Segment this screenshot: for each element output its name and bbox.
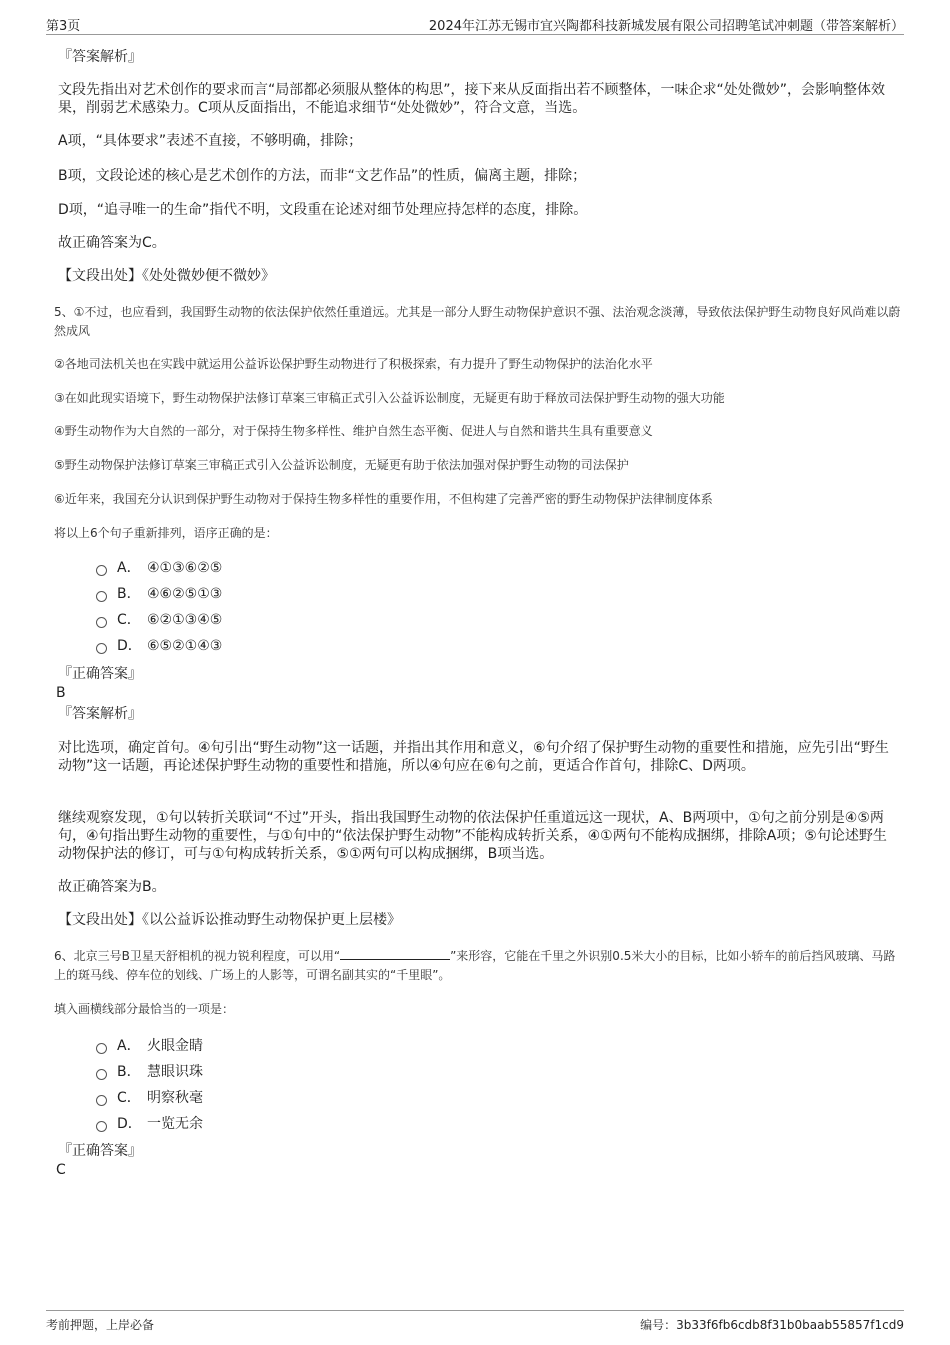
page-header bbox=[46, 14, 904, 35]
question-5-option-b[interactable] bbox=[96, 584, 222, 604]
option-label: D． bbox=[117, 1116, 142, 1132]
analysis-conclusion: 故正确答案为B。 bbox=[58, 879, 166, 895]
radio-icon[interactable] bbox=[96, 565, 107, 576]
option-text: 慧眼识珠 bbox=[147, 1064, 203, 1080]
source-citation: 【文段出处】《以公益诉讼推动野生动物保护更上层楼》 bbox=[58, 912, 401, 928]
question-6-prompt: 填入画横线部分最恰当的一项是： bbox=[54, 1002, 235, 1016]
question-5-sentence-1: 5、①不过，也应看到，我国野生动物的依法保护依然任重道远。尤其是一部分人野生动物保护意识不强、法治观念淡薄，导致依法保护野生动物良好风尚难以蔚然成风 bbox=[54, 305, 901, 338]
correct-answer: C bbox=[56, 1162, 66, 1178]
question-5-prompt: 将以上6个句子重新排列，语序正确的是： bbox=[54, 526, 278, 540]
analysis-heading: 『答案解析』 bbox=[58, 49, 142, 65]
option-text: 明察秋毫 bbox=[147, 1090, 203, 1106]
analysis-option-b: B项，文段论述的核心是艺术创作的方法，而非“文艺作品”的性质，偏离主题，排除； bbox=[58, 168, 587, 184]
question-5-option-a[interactable] bbox=[96, 558, 222, 578]
source-citation: 【文段出处】《处处微妙便不微妙》 bbox=[58, 268, 275, 284]
question-5-sentence-5: ⑤野生动物保护法修订草案三审稿正式引入公益诉讼制度，无疑更有助于依法加强对保护野生动物的司法保护 bbox=[54, 458, 629, 472]
option-text: ⑥②①③④⑤ bbox=[147, 612, 223, 628]
fill-blank bbox=[340, 947, 450, 960]
option-label: C． bbox=[117, 1090, 141, 1106]
question-6-stem bbox=[54, 947, 904, 985]
radio-icon[interactable] bbox=[96, 1069, 107, 1080]
question-6-option-d[interactable] bbox=[96, 1114, 203, 1134]
document-title: 2024年江苏无锡市宜兴陶都科技新城发展有限公司招聘笔试冲刺题（带答案解析） bbox=[428, 19, 904, 34]
question-5-option-d[interactable] bbox=[96, 636, 222, 656]
question-6-option-c[interactable] bbox=[96, 1088, 203, 1108]
analysis-paragraph: 文段先指出对艺术创作的要求而言“局部都必须服从整体的构思”，接下来从反面指出若不顾整体，一味企求“处处微妙”，会影响整体效果，削弱艺术感染力。C项从反面指出，不能追求细节“处处微妙”，符合文意，当选。 bbox=[58, 82, 886, 116]
question-6-option-a[interactable] bbox=[96, 1036, 203, 1056]
stem-after-blank: ”来形容，它能在千里之外识别0.5米大小的目标，比如小轿车的前后挡风玻璃、马路上的斑马线、停车位的划线、广场上的人影等，可谓名副其实的“千里眼”。 bbox=[54, 949, 896, 982]
question-6-option-b[interactable] bbox=[96, 1062, 203, 1082]
option-text: ④⑥②⑤①③ bbox=[147, 586, 223, 602]
question-5-sentence-2: ②各地司法机关也在实践中就运用公益诉讼保护野生动物进行了积极探索，有力提升了野生动物保护的法治化水平 bbox=[54, 357, 653, 371]
radio-icon[interactable] bbox=[96, 1095, 107, 1106]
analysis-option-a: A项，“具体要求”表述不直接，不够明确，排除； bbox=[58, 133, 363, 149]
option-text: ⑥⑤②①④③ bbox=[147, 638, 223, 654]
analysis-paragraph-2: 继续观察发现，①句以转折关联词“不过”开头，指出我国野生动物的依法保护任重道远这一现状，A、B两项中，①句之前分别是④⑤两句，④句指出野生动物的重要性，与①句中的“依法保护野生动物”不能构成转折关系，④①两句不能构成捆绑，排除A项；⑤句论述野生动物保护法的修订，可与①句构成转折关系，⑤①两句可以构成捆绑，B项当选。 bbox=[58, 810, 887, 862]
correct-answer: B bbox=[56, 685, 66, 701]
question-5-option-c[interactable] bbox=[96, 610, 222, 630]
option-label: B． bbox=[117, 586, 141, 602]
page-footer bbox=[46, 1310, 904, 1333]
option-label: A． bbox=[117, 1038, 141, 1054]
question-5-sentence-3: ③在如此现实语境下，野生动物保护法修订草案三审稿正式引入公益诉讼制度，无疑更有助于释放司法保护野生动物的强大功能 bbox=[54, 391, 725, 405]
document-serial: 编号：3b33f6fb6cdb8f31b0baab55857f1cd9 bbox=[640, 1318, 904, 1332]
radio-icon[interactable] bbox=[96, 1043, 107, 1054]
radio-icon[interactable] bbox=[96, 643, 107, 654]
stem-before-blank: 6、北京三号B卫星天舒相机的视力锐利程度，可以用“ bbox=[54, 949, 341, 963]
option-text: 火眼金睛 bbox=[147, 1038, 203, 1054]
analysis-conclusion: 故正确答案为C。 bbox=[58, 235, 166, 251]
radio-icon[interactable] bbox=[96, 617, 107, 628]
question-5-sentence-4: ④野生动物作为大自然的一部分，对于保持生物多样性、维护自然生态平衡、促进人与自然和谐共生具有重要意义 bbox=[54, 424, 653, 438]
analysis-heading: 『答案解析』 bbox=[58, 706, 142, 722]
option-text: 一览无余 bbox=[147, 1116, 203, 1132]
option-label: B． bbox=[117, 1064, 141, 1080]
page-number: 第3页 bbox=[46, 19, 81, 34]
question-5-sentence-6: ⑥近年来，我国充分认识到保护野生动物对于保持生物多样性的重要作用，不但构建了完善严密的野生动物保护法律制度体系 bbox=[54, 492, 713, 506]
option-label: D． bbox=[117, 638, 142, 654]
option-text: ④①③⑥②⑤ bbox=[147, 560, 223, 576]
option-label: C． bbox=[117, 612, 141, 628]
analysis-paragraph-1: 对比选项，确定首句。④句引出“野生动物”这一话题，并指出其作用和意义，⑥句介绍了保护野生动物的重要性和措施，应先引出“野生动物”这一话题，再论述保护野生动物的重要性和措施，所以④句应在⑥句之前，更适合作首句，排除C、D两项。 bbox=[58, 740, 889, 774]
radio-icon[interactable] bbox=[96, 591, 107, 602]
radio-icon[interactable] bbox=[96, 1121, 107, 1132]
correct-answer-heading: 『正确答案』 bbox=[58, 1143, 142, 1159]
option-label: A． bbox=[117, 560, 141, 576]
footer-slogan: 考前押题，上岸必备 bbox=[46, 1318, 155, 1332]
analysis-option-d: D项，“追寻唯一的生命”指代不明，文段重在论述对细节处理应持怎样的态度，排除。 bbox=[58, 202, 588, 218]
correct-answer-heading: 『正确答案』 bbox=[58, 666, 142, 682]
